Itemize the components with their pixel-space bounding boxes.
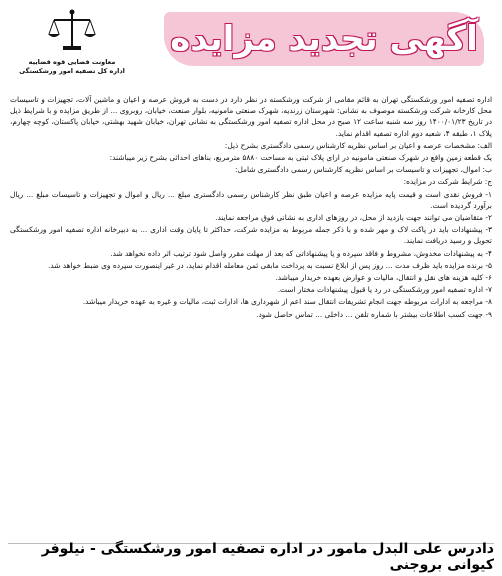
title-banner <box>164 12 484 66</box>
body-paragraph: ۹- جهت کسب اطلاعات بیشتر با شماره تلفن ... داخلی ... تماس حاصل شود. <box>256 309 492 319</box>
body-paragraph: ۶- کلیه هزینه های نقل و انتقال، مالیات و عوارض بعهده خریدار میباشد. <box>275 273 492 283</box>
logo-line-judiciary: معاونت قضایی قوه قضاییه <box>28 58 116 66</box>
body-paragraph: ۷- اداره تصفیه امور ورشکستگی در رد یا قبول پیشنهادات مختار است. <box>277 285 492 295</box>
notice-footer <box>8 541 494 573</box>
body-paragraph: ۱- فروش نقدی است و قیمت پایه مزایده عرصه و اعیان طبق نظر کارشناس رسمی دادگستری مبلغ ... ریال و اموال و تجهیزات و تاسیسات مبلغ ... ریال برآورد گردیده است. <box>10 189 492 210</box>
body-paragraph: یک قطعه زمین واقع در شهرک صنعتی مامونیه در ارای پلاک ثبتی به مساحت ۵۸۸۰ مترمربع، بناهای احداثی بشرح زیر میباشند: <box>109 153 492 163</box>
body-paragraph: ۳- پیشنهادات باید در پاکت لاک و مهر شده و با ذکر جمله مربوط به مزایده شرکت، حداکثر تا پایان وقت اداری ... به دبیرخانه اداره تصفیه امور ورشکستگی تحویل و رسید دریافت نمایند. <box>10 225 492 246</box>
body-paragraph: ۲- متقاضیان می توانند جهت بازدید از محل، در روزهای اداری به نشانی فوق مراجعه نمایند. <box>215 213 492 223</box>
notice-title: آگهی تجدید مزایده <box>170 19 478 59</box>
body-paragraph: ۵- برنده مزایده باید ظرف مدت ... روز پس از ابلاغ نسبت به پرداخت مابقی ثمن معامله اقدام نماید، در غیر اینصورت سپرده وی ضبط خواهد شد. <box>47 260 492 270</box>
logo-line-office: اداره کل تصفیه امور ورشکستگی <box>19 67 125 75</box>
signatory-line: دادرس علی البدل مامور در اداره تصفیه امور ورشکستگی - نیلوفر کیوانی بروجنی <box>41 541 494 573</box>
notice-body <box>10 94 492 526</box>
body-paragraph: ۴- به پیشنهادات مخدوش، مشروط و فاقد سپرده و یا پیشنهاداتی که بعد از مهلت مقرر واصل شود ترتیب اثر داده نخواهد شد. <box>110 248 492 258</box>
scales-of-justice-icon <box>46 8 98 54</box>
body-paragraph: الف: مشخصات عرصه و اعیان بر اساس نظریه کارشناس رسمی دادگستری بشرح ذیل: <box>224 140 492 150</box>
judiciary-logo <box>12 8 132 76</box>
body-paragraph: ج: شرایط شرکت در مزایده: <box>403 177 492 187</box>
notice-header <box>8 6 494 94</box>
body-paragraph: ب: اموال، تجهیزات و تاسیسات بر اساس نظریه کارشناس رسمی دادگستری شامل: <box>234 165 492 175</box>
body-paragraph: اداره تصفیه امور ورشکستگی تهران به قائم مقامی از شرکت ورشکسته در نظر دارد در دست به فروش عرصه و اعیان و ماشین آلات، تجهیزات و تاسیسات محل کارخانه شرکت ورشکسته موصوف به نشانی: شهرستان زرندیه، شهرک صنعتی مامونیه، بلوار صنعت، خیابان، روبروی ... از طریق مزایده و با شرایط ذیل در تاریخ ۱۴۰۰/۰۱/۲۳ روز سه شنبه ساعت ۱۲ صبح در محل اداره تصفیه امور ورشکستگی به نشانی تهران، خیابان شهید بهشتی، خیابان پاکستان، کوچه چهارم، پلاک ۱، طبقه ۴، شعبه دوم اداره تصفیه اقدام نماید. <box>10 95 492 138</box>
body-paragraph: ۸- مراجعه به ادارات مربوطه جهت انجام تشریفات انتقال سند اعم از شهرداری ها، ادارات ثبت، مالیات و غیره به عهده خریدار میباشد. <box>82 297 492 307</box>
